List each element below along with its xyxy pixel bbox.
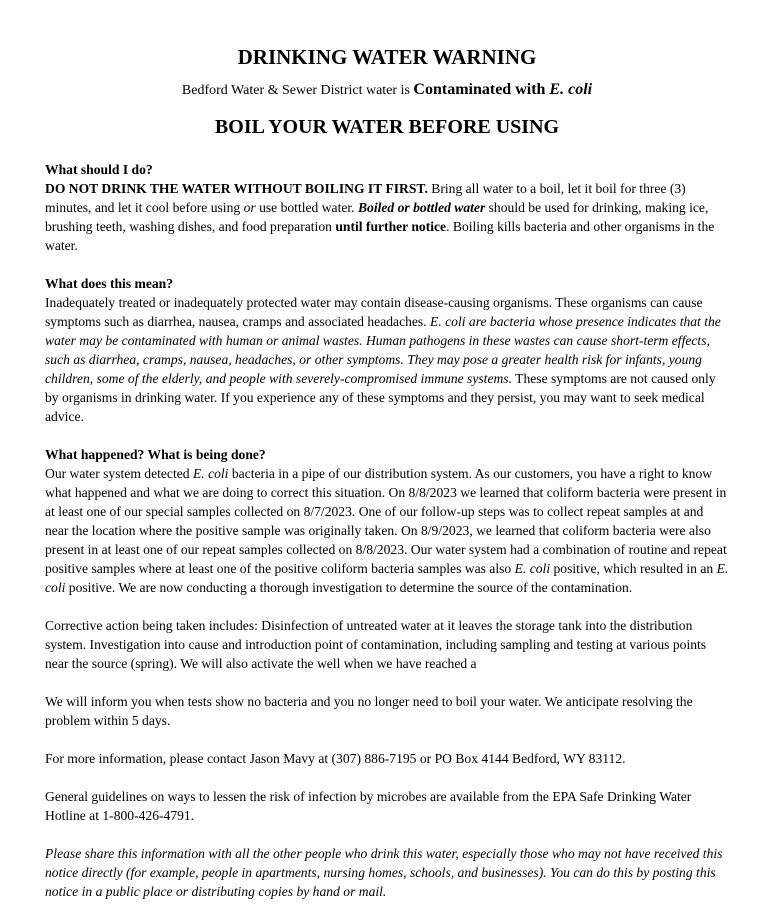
notice-section <box>45 844 729 901</box>
section-text: Bring all water to a boil, let it boil for three (3) minutes, and let it cool before using <box>45 181 686 215</box>
section-text: DO NOT DRINK THE WATER WITHOUT BOILING IT FIRST. <box>45 181 428 196</box>
notice-section <box>45 616 729 673</box>
subtitle-ecoli: E. coli <box>549 81 593 98</box>
section-text: E. coli <box>514 561 551 576</box>
section-text: until further notice <box>335 219 447 234</box>
boil-water-heading: BOIL YOUR WATER BEFORE USING <box>214 116 560 138</box>
section-text: Our water system detected <box>45 466 193 481</box>
section-heading: What happened? What is being done? <box>45 447 266 462</box>
section-text: General guidelines on ways to lessen the risk of infection by microbes are available from the EPA Safe Drinking Water Hotline at 1-800-426-4791. <box>45 789 692 823</box>
notice-title: DRINKING WATER WARNING <box>237 45 537 69</box>
section-text: E. coli <box>45 561 729 595</box>
notice-section <box>45 692 729 730</box>
section-heading: What does this mean? <box>45 276 174 291</box>
notice-body <box>45 160 729 920</box>
section-text: or <box>243 200 256 215</box>
section-text: Please share this information with all the other people who drink this water, especially those who may not have received this notice directly (for example, people in apartments, nursing homes, schools, and businesses). You can do this by posting this notice in a public place or distributing copies by hand or mail. <box>45 846 723 899</box>
section-text: positive, which resulted in an <box>550 561 717 576</box>
section-text: We will inform you when tests show no bacteria and you no longer need to boil your water. We anticipate resolving the problem within 5 days. <box>45 694 693 728</box>
notice-section <box>45 160 729 255</box>
section-text: For more information, please contact Jason Mavy at (307) 886-7195 or PO Box 4144 Bedford, WY 83112. <box>45 751 626 766</box>
subtitle-prefix: Bedford Water & Sewer District water is <box>181 83 414 98</box>
section-text: bacteria in a pipe of our distribution system. As our customers, you have a right to know what happened and what we are doing to correct this situation. On 8/8/2023 we learned that coliform bacteria were present in at least one of our special samples collected on 8/7/2023. One of our follow-up steps was to collect repeat samples at and near the location where the positive sample was originally taken. On 8/9/2023, we learned that coliform bacteria were also present in at least one of our repeat samples collected on 8/8/2023. Our water system had a combination of routine and repeat positive samples where at least one of the positive coliform bacteria samples was also <box>45 466 727 576</box>
section-heading: What should I do? <box>45 162 153 177</box>
section-text: . Boiling kills bacteria and other organisms in the water. <box>45 219 715 253</box>
notice-subtitle <box>45 81 729 99</box>
section-text: E. coli <box>192 466 229 481</box>
section-text: These symptoms are not caused only by organisms in drinking water. If you experience any of these symptoms and they persist, you may want to seek medical advice. <box>45 371 716 424</box>
notice-section <box>45 749 729 768</box>
section-text: Corrective action being taken includes: Disinfection of untreated water at it leaves the storage tank into the distribution system. Investigation into cause and introduction point of contamination, including sampling and testing at various points near the source (spring). We will also activate the well when we have reached a <box>45 618 707 671</box>
section-text: Inadequately treated or inadequately protected water may contain disease-causing organisms. These organisms can cause symptoms such as diarrhea, nausea, cramps and associated headaches. <box>45 295 703 329</box>
notice-section <box>45 274 729 426</box>
section-text: positive. We are now conducting a thorough investigation to determine the source of the contamination. <box>65 580 633 595</box>
section-text: use bottled water. <box>255 200 358 215</box>
notice-section <box>45 787 729 825</box>
notice-section <box>45 445 729 597</box>
section-text: should be used for drinking, making ice, brushing teeth, washing dishes, and food preparation <box>45 200 709 234</box>
section-text: E. coli are bacteria whose presence indicates that the water may be contaminated with human or animal wastes. Human pathogens in these wastes can cause short-term effects, such as diarrhea, cramps, nausea, headaches, or other symptoms. They may pose a greater health risk for infants, young children, some of the elderly, and people with severely-compromised immune systems. <box>45 314 721 386</box>
section-text: Boiled or bottled water <box>357 200 486 215</box>
subtitle-contaminated: Contaminated with <box>413 81 550 98</box>
